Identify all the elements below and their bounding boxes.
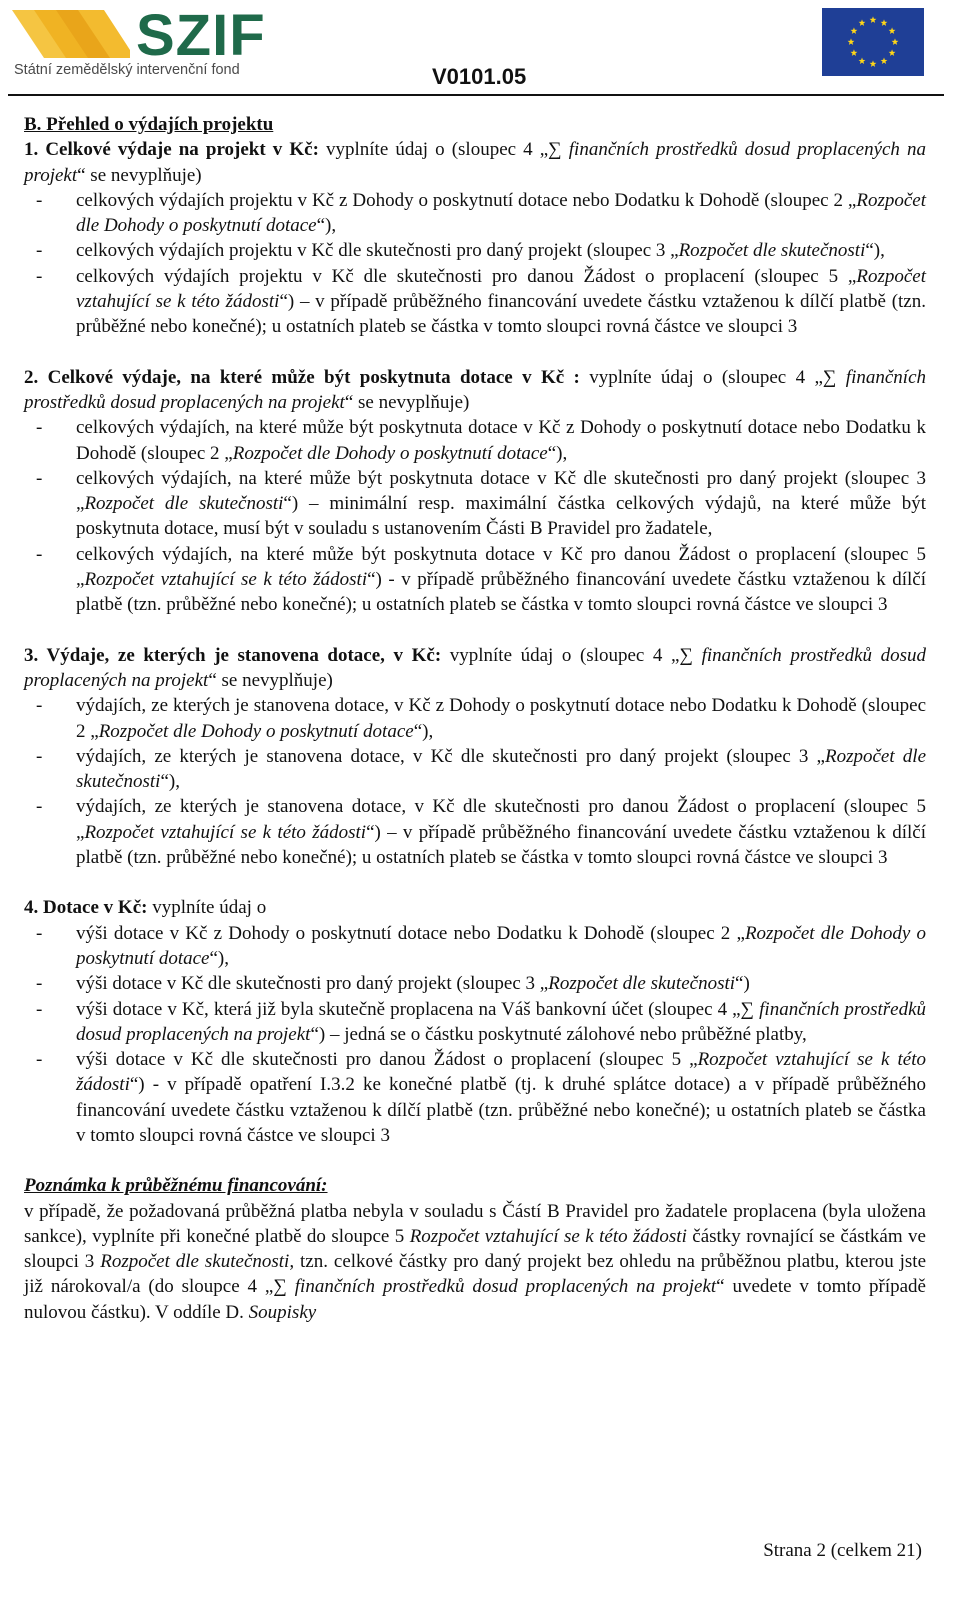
item-intro-end: “ se nevyplňuje) bbox=[208, 669, 333, 691]
list-text: celkových výdajích, na které může být poskytnuta dotace v Kč z Dohody o poskytnutí dotace nebo Dodatku k Dohodě (sloupec 2 „ bbox=[76, 417, 926, 464]
list-item bbox=[24, 1047, 926, 1148]
list-text: celkových výdajích, na které může být poskytnuta dotace v Kč dle skutečnosti pro daný projekt (sloupec 3 „ bbox=[76, 467, 926, 515]
item-heading bbox=[24, 137, 926, 188]
column-name: Rozpočet dle skutečnosti, bbox=[100, 1251, 295, 1273]
list-text: výdajích, ze kterých je stanovena dotace, v Kč dle skutečnosti pro danou Žádost o proplacení (sloupec 5 „ bbox=[76, 796, 926, 843]
document-body bbox=[24, 112, 926, 1325]
list-item bbox=[24, 921, 926, 972]
item-intro-italic: finančních prostředků dosud proplacených na projekt bbox=[24, 139, 927, 186]
item-intro-italic: finančních prostředků dosud proplacených na projekt bbox=[24, 366, 926, 413]
item-lead: Výdaje, ze kterých je stanovena dotace, v Kč: bbox=[46, 644, 442, 666]
list-item bbox=[24, 693, 926, 744]
list-text: výši dotace v Kč, která již byla skutečně proplacena na Váš bankovní účet (sloupec 4 „∑ bbox=[76, 998, 760, 1020]
section-title: B. Přehled o výdajích projektu bbox=[24, 114, 274, 135]
note-title: Poznámka k průběžnému financování: bbox=[24, 1175, 328, 1197]
bullet-list bbox=[24, 415, 926, 617]
list-text: “) - v případě opatření I.3.2 ke konečné platbě (tj. k druhé splátce dotace) a v případě průběžného financování uvedete částku vztaženou k dílčí platbě (tzn. průběžné nebo konečné); u ostatních plateb se částka v tomto sloupci rovná částce ve sloupci 3 bbox=[76, 1074, 926, 1146]
list-text: “), bbox=[160, 771, 180, 793]
column-name: Soupisky bbox=[248, 1301, 317, 1323]
list-text: “), bbox=[547, 442, 568, 464]
list-text: “), bbox=[316, 215, 337, 237]
item-intro-end: “ se nevyplňuje) bbox=[77, 164, 202, 186]
item-intro-italic: finančních prostředků dosud proplacených na projekt bbox=[24, 644, 926, 691]
eu-flag-icon bbox=[822, 8, 924, 76]
list-text: “) – minimální resp. maximální částka celkových výdajů, na které může být poskytnuta dotace, musí být v souladu s ustanovením Části B Pravidel pro žadatele, bbox=[76, 493, 927, 540]
list-text: celkových výdajích projektu v Kč z Dohody o poskytnutí dotace nebo Dodatku k Dohodě (sloupec 2 „ bbox=[76, 189, 857, 211]
item-intro-end: “ se nevyplňuje) bbox=[344, 391, 470, 413]
list-text: celkových výdajích, na které může být poskytnuta dotace v Kč pro danou Žádost o proplacení (sloupec 5 „ bbox=[76, 543, 926, 591]
item-intro: vyplníte údaj o (sloupec 4 „∑ bbox=[579, 366, 846, 388]
expense-items bbox=[24, 137, 926, 1148]
column-name: Rozpočet vztahující se k této žádosti bbox=[84, 821, 367, 843]
list-text: celkových výdajích projektu v Kč dle skutečnosti pro daný projekt (sloupec 3 „ bbox=[76, 240, 679, 262]
note-text: “ uvedete v tomto případě nulovou částku). V oddíle D. bbox=[24, 1276, 926, 1323]
column-name: Rozpočet vztahující se k této žádosti bbox=[76, 1049, 926, 1096]
item-intro: vyplníte údaj o bbox=[147, 897, 267, 919]
page-number: Strana 2 (celkem 21) bbox=[763, 1540, 922, 1561]
logo-wordmark: SZIF bbox=[136, 3, 266, 68]
list-text: výši dotace v Kč dle skutečnosti pro daný projekt (sloupec 3 „ bbox=[76, 973, 549, 995]
header-divider bbox=[8, 94, 944, 96]
list-text: “), bbox=[209, 947, 230, 969]
list-item bbox=[24, 997, 926, 1048]
item-number: 3. bbox=[24, 644, 47, 666]
column-name: Rozpočet dle skutečnosti bbox=[548, 973, 736, 995]
list-text: “) – v případě průběžného financování uvedete částku vztaženou k dílčí platbě (tzn. průběžné nebo konečné); u ostatních plateb se částka v tomto sloupci rovná částce ve sloupci 3 bbox=[76, 821, 926, 869]
list-text: výši dotace v Kč z Dohody o poskytnutí dotace nebo Dodatku k Dohodě (sloupec 2 „ bbox=[76, 922, 745, 944]
list-text: “), bbox=[865, 240, 885, 262]
column-name: Rozpočet dle skutečnosti bbox=[76, 745, 927, 793]
item-number: 2. bbox=[24, 366, 48, 388]
note-text: tzn. celkové částky pro daný projekt bez ohledu na průběžnou platbu, kterou jste již nárokoval/a (do sloupce 4 „∑ bbox=[24, 1251, 927, 1298]
column-name: Rozpočet dle skutečnosti bbox=[678, 240, 866, 262]
item-lead: Celkové výdaje na projekt v Kč: bbox=[45, 139, 319, 161]
item-number: 4. bbox=[24, 897, 43, 919]
note-body bbox=[24, 1199, 926, 1325]
item-heading bbox=[24, 365, 926, 416]
list-item bbox=[24, 794, 926, 870]
list-item bbox=[24, 744, 926, 795]
item-intro: vyplníte údaj o (sloupec 4 „∑ bbox=[441, 644, 702, 666]
list-item bbox=[24, 415, 926, 466]
item-lead: Dotace v Kč: bbox=[43, 897, 148, 919]
list-text: “) – v případě průběžného financování uvedete částku vztaženou k dílčí platbě (tzn. průběžné nebo konečné); u ostatních plateb se částka v tomto sloupci rovná částce ve sloupci 3 bbox=[76, 291, 926, 338]
page-header bbox=[8, 0, 944, 100]
column-name: Rozpočet vztahující se k této žádosti bbox=[84, 569, 368, 591]
column-name: Rozpočet vztahující se k této žádosti bbox=[409, 1225, 687, 1247]
note-text: v případě, že požadovaná průběžná platba nebyla v souladu s Částí B Pravidel pro žadatele proplacena (byla uložena sankce), vyplníte při konečné platbě do sloupce 5 bbox=[24, 1200, 926, 1247]
item-number: 1. bbox=[24, 139, 46, 161]
column-name: Rozpočet dle Dohody o poskytnutí dotace bbox=[76, 922, 926, 969]
column-name: Rozpočet dle skutečnosti bbox=[84, 493, 284, 515]
bullet-list bbox=[24, 921, 926, 1149]
column-name: Rozpočet dle Dohody o poskytnutí dotace bbox=[232, 442, 548, 464]
list-text: “) – jedná se o částku poskytnuté zálohové nebo průběžné platby, bbox=[310, 1023, 807, 1045]
item-intro: vyplníte údaj o (sloupec 4 „∑ bbox=[318, 139, 569, 161]
list-text: výdajích, ze kterých je stanovena dotace, v Kč z Dohody o poskytnutí dotace nebo Dodatku k Dohodě (sloupec 2 „ bbox=[76, 695, 926, 742]
list-text: “), bbox=[413, 720, 434, 742]
document-version: V0101.05 bbox=[432, 64, 527, 89]
list-item bbox=[24, 971, 926, 996]
szif-stripes-icon bbox=[12, 10, 130, 58]
list-text: celkových výdajích projektu v Kč dle skutečnosti pro danou Žádost o proplacení (sloupec 5 „ bbox=[76, 265, 857, 287]
szif-logo bbox=[12, 3, 282, 78]
bullet-list bbox=[24, 693, 926, 870]
list-text: “) bbox=[735, 973, 750, 995]
list-item bbox=[24, 188, 926, 239]
item-heading bbox=[24, 895, 926, 920]
item-heading bbox=[24, 643, 926, 694]
list-item bbox=[24, 466, 926, 542]
column-name: finančních prostředků dosud proplacených na projekt bbox=[294, 1276, 717, 1298]
column-name: finančních prostředků dosud proplacených na projekt bbox=[76, 998, 927, 1045]
column-name: Rozpočet vztahující se k této žádosti bbox=[76, 265, 926, 313]
item-lead: Celkové výdaje, na které může být poskytnuta dotace v Kč : bbox=[47, 366, 580, 388]
note-text: částky rovnající se částkám ve sloupci 3 bbox=[24, 1225, 926, 1273]
bullet-list bbox=[24, 188, 926, 340]
logo-subtitle: Státní zemědělský intervenční fond bbox=[14, 62, 240, 78]
column-name: Rozpočet dle Dohody o poskytnutí dotace bbox=[98, 720, 414, 742]
list-text: výdajích, ze kterých je stanovena dotace, v Kč dle skutečnosti pro daný projekt (sloupec 3 „ bbox=[76, 745, 825, 767]
list-text: “) - v případě průběžného financování uvedete částku vztaženou k dílčí platbě (tzn. průběžné nebo konečné); u ostatních plateb se částka v tomto sloupci rovná částce ve sloupci 3 bbox=[76, 569, 926, 616]
list-item bbox=[24, 542, 926, 618]
list-item bbox=[24, 238, 926, 263]
column-name: Rozpočet dle Dohody o poskytnutí dotace bbox=[76, 189, 926, 237]
list-item bbox=[24, 264, 926, 340]
list-text: výši dotace v Kč dle skutečnosti pro danou Žádost o proplacení (sloupec 5 „ bbox=[76, 1049, 698, 1071]
